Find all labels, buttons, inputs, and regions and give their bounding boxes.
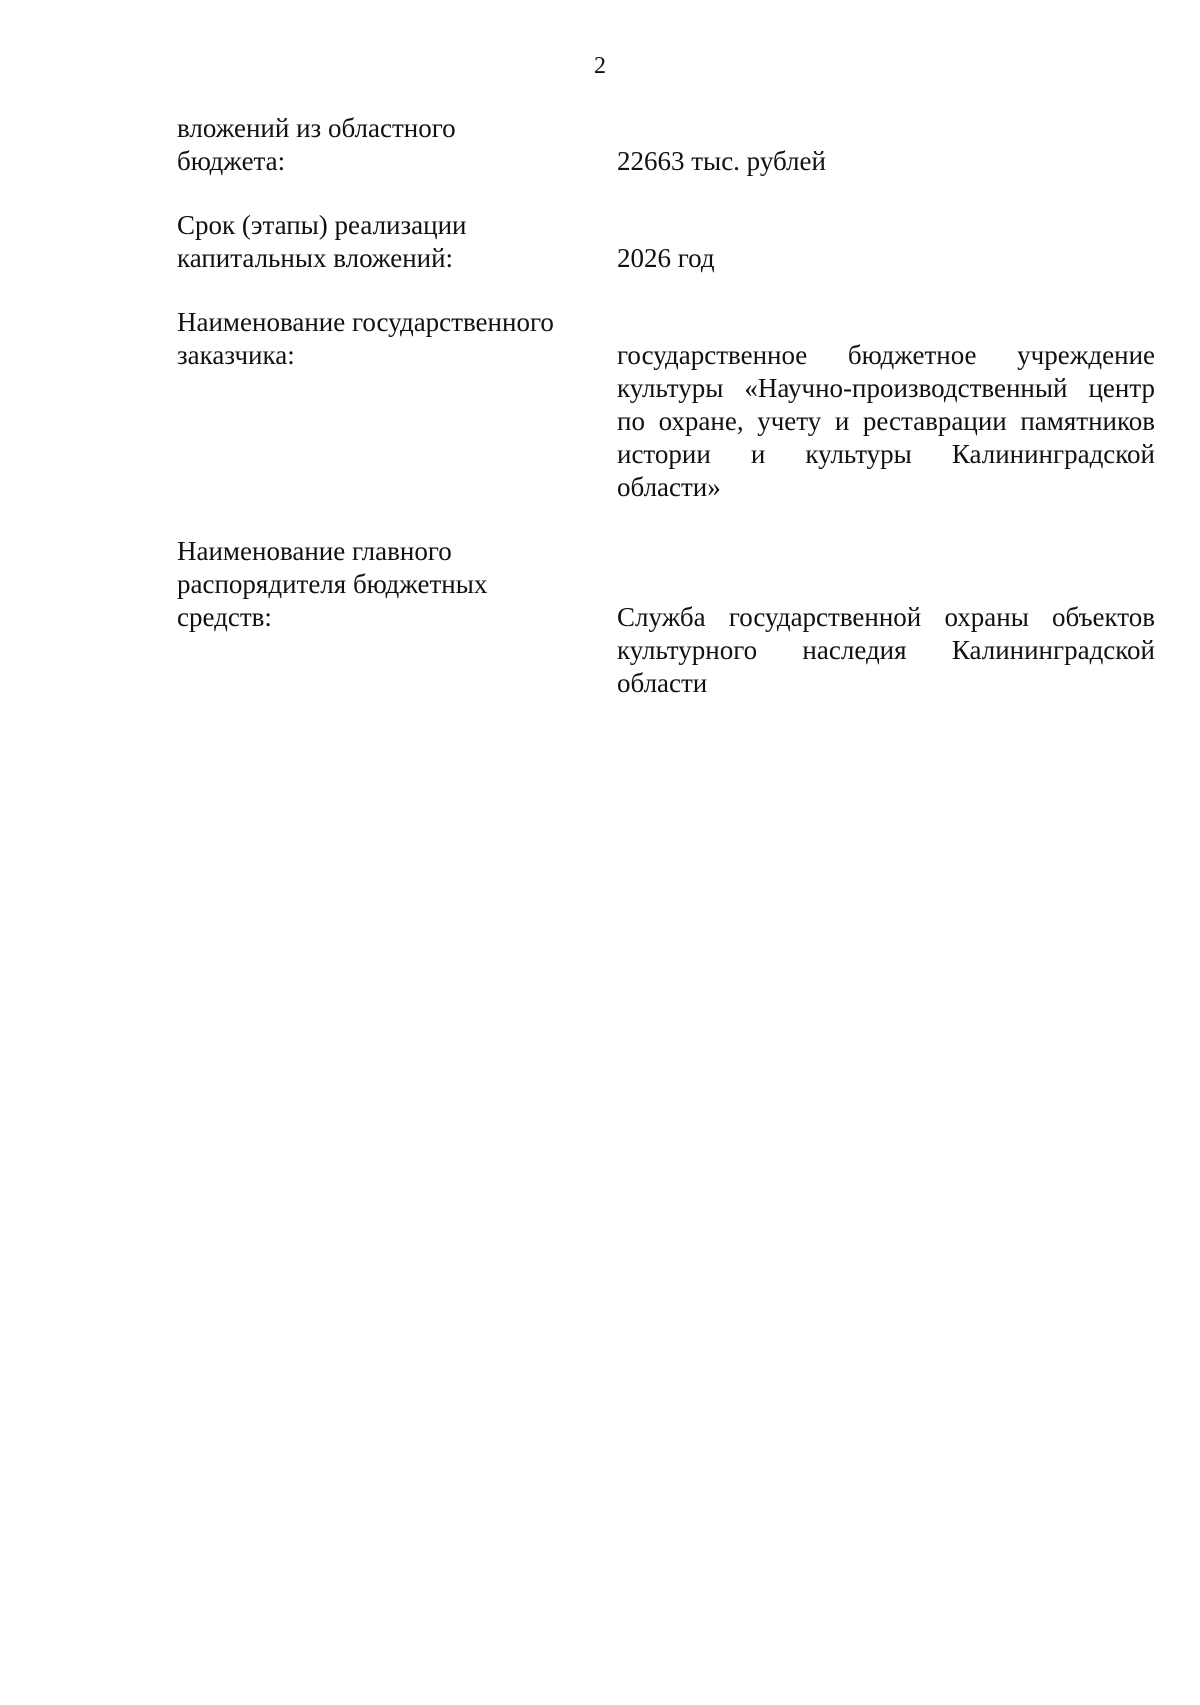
field-label [177, 209, 597, 275]
value-line: области [617, 668, 708, 698]
value-line: государственное бюджетное учреждение [617, 340, 1155, 370]
label-line: вложений из областного [177, 113, 456, 143]
value-line: 22663 тыс. рублей [617, 146, 826, 176]
value-line: по охране, учету и реставрации памятников [617, 406, 1155, 436]
value-line: Служба государственной охраны объектов [617, 602, 1155, 632]
label-line: Наименование государственного [177, 307, 554, 337]
label-line: Наименование главного [177, 536, 452, 566]
field-label [177, 306, 597, 372]
field-value [617, 242, 1155, 275]
label-line: средств: [177, 602, 272, 632]
label-line: распорядителя бюджетных [177, 569, 488, 599]
value-line: истории и культуры Калининградской [617, 439, 1155, 469]
field-label [177, 535, 597, 634]
value-line: 2026 год [617, 243, 715, 273]
field-value [617, 145, 1155, 178]
page-number: 2 [594, 53, 606, 79]
label-line: заказчика: [177, 340, 295, 370]
field-value [617, 601, 1155, 700]
field-label [177, 112, 597, 178]
value-line: культурного наследия Калининградской [617, 635, 1155, 665]
value-line: культуры «Научно-производственный центр [617, 373, 1155, 403]
label-line: Срок (этапы) реализации [177, 210, 467, 240]
field-value [617, 339, 1155, 504]
value-line: области» [617, 472, 721, 502]
label-line: капитальных вложений: [177, 243, 454, 273]
label-line: бюджета: [177, 146, 286, 176]
